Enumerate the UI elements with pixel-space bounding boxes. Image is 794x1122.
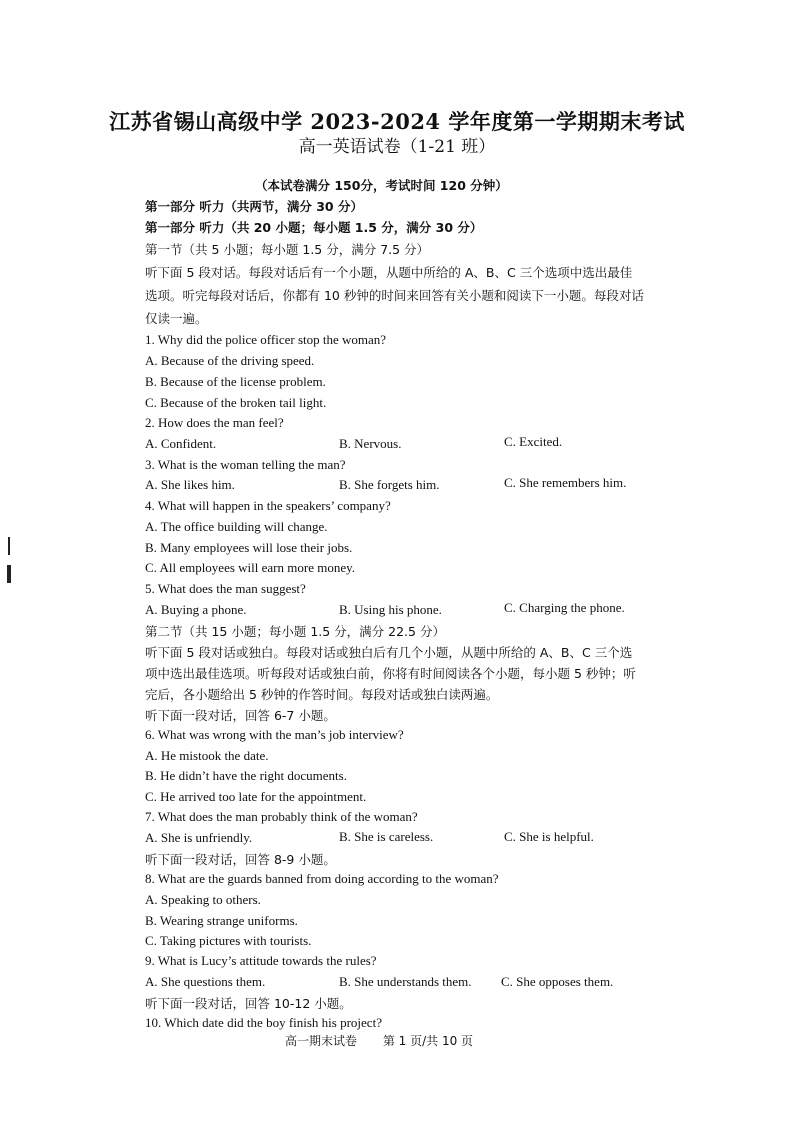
dialogue-instruction: 听下面一段对话，回答 8-9 小题。	[145, 852, 336, 867]
part1-heading: 第一部分 听力（共两节，满分 30 分）	[145, 199, 363, 214]
option: A. She is unfriendly.	[145, 830, 253, 845]
exam-note: （本试卷满分 150分，考试时间 120 分钟）	[255, 178, 508, 193]
question-stem: 2. How does the man feel?	[145, 415, 284, 430]
option: A. He mistook the date.	[145, 748, 269, 763]
option: C. Taking pictures with tourists.	[145, 933, 312, 948]
question-stem: 8. What are the guards banned from doing according to the woman?	[145, 871, 499, 886]
option: C. She remembers him.	[504, 475, 627, 490]
section2-instruction: 项中选出最佳选项。听每段对话或独白前，你将有时间阅读各个小题，每小题 5 秒钟；听	[145, 666, 636, 681]
option: B. Because of the license problem.	[145, 374, 326, 389]
option: A. Buying a phone.	[145, 602, 247, 617]
section1-instruction: 选项。听完每段对话后，你都有 10 秒钟的时间来回答有关小题和阅读下一小题。每段对话	[145, 288, 644, 303]
option: C. Charging the phone.	[504, 600, 625, 615]
footer-exam-name: 高一期末试卷	[285, 1034, 358, 1048]
dialogue-instruction: 听下面一段对话，回答 6-7 小题。	[145, 708, 336, 723]
option: B. He didn’t have the right documents.	[145, 768, 347, 783]
exam-subtitle: 高一英语试卷（1-21 班）	[298, 137, 496, 157]
dialogue-instruction: 听下面一段对话，回答 10-12 小题。	[145, 996, 352, 1011]
option: A. Because of the driving speed.	[145, 353, 315, 368]
option: C. Because of the broken tail light.	[145, 395, 327, 410]
option: C. He arrived too late for the appointment.	[145, 789, 367, 804]
option: B. Nervous.	[339, 436, 402, 451]
section1-heading: 第一节（共 5 小题；每小题 1.5 分，满分 7.5 分）	[145, 242, 430, 257]
option: B. Using his phone.	[339, 602, 442, 617]
option: A. She questions them.	[145, 974, 266, 989]
question-stem: 10. Which date did the boy finish his project?	[145, 1015, 382, 1030]
option: B. Many employees will lose their jobs.	[145, 540, 353, 555]
option: B. Wearing strange uniforms.	[145, 913, 298, 928]
question-stem: 6. What was wrong with the man’s job interview?	[145, 727, 404, 742]
option: C. Excited.	[504, 434, 563, 449]
footer-page-number: 第 1 页/共 10 页	[382, 1034, 474, 1048]
question-stem: 3. What is the woman telling the man?	[145, 457, 346, 472]
option: A. The office building will change.	[145, 519, 328, 534]
part1-subheading: 第一部分 听力（共 20 小题；每小题 1.5 分，满分 30 分）	[145, 220, 483, 235]
section1-instruction: 仅读一遍。	[145, 311, 208, 326]
section2-heading: 第二节（共 15 小题；每小题 1.5 分，满分 22.5 分）	[145, 624, 445, 639]
scan-mark	[7, 565, 11, 583]
page-footer	[285, 1032, 495, 1049]
section2-instruction: 听下面 5 段对话或独白。每段对话或独白后有几个小题，从题中所给的 A、B、C 三个选	[145, 645, 633, 660]
option: B. She forgets him.	[339, 477, 440, 492]
scan-mark	[8, 537, 10, 555]
option: B. She understands them.	[339, 974, 472, 989]
question-stem: 5. What does the man suggest?	[145, 581, 306, 596]
option: A. She likes him.	[145, 477, 235, 492]
question-stem: 1. Why did the police officer stop the woman?	[145, 332, 387, 347]
section1-instruction: 听下面 5 段对话。每段对话后有一个小题，从题中所给的 A、B、C 三个选项中选出最佳	[145, 265, 633, 280]
option: C. All employees will earn more money.	[145, 560, 355, 575]
option: A. Speaking to others.	[145, 892, 261, 907]
exam-title: 江苏省锡山高级中学 2023-2024 学年度第一学期期末考试	[109, 109, 685, 134]
option: A. Confident.	[145, 436, 217, 451]
option: C. She opposes them.	[501, 974, 614, 989]
question-stem: 4. What will happen in the speakers’ company?	[145, 498, 391, 513]
question-stem: 9. What is Lucy’s attitude towards the rules?	[145, 953, 377, 968]
option: B. She is careless.	[339, 829, 434, 844]
question-stem: 7. What does the man probably think of the woman?	[145, 809, 418, 824]
section2-instruction: 完后，各小题给出 5 秒钟的作答时间。每段对话或独白读两遍。	[145, 687, 499, 702]
option: C. She is helpful.	[504, 829, 594, 844]
